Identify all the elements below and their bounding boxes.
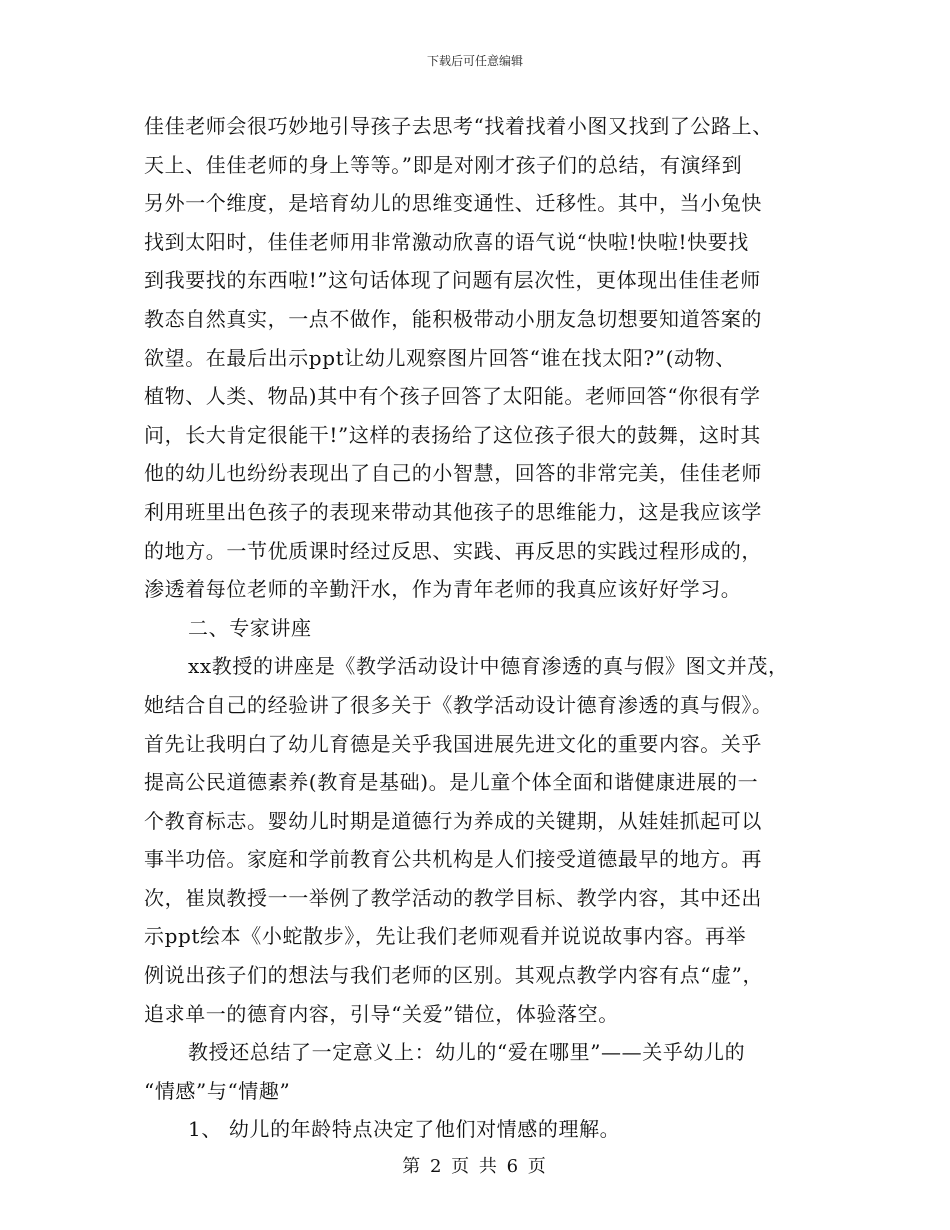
body-line: xx教授的讲座是《教学活动设计中德育渗透的真与假》图文并茂， xyxy=(188,654,789,679)
body-line: 利用班里出色孩子的表现来带动其他孩子的思维能力，这是我应该学 xyxy=(144,499,762,524)
numbered-item: 1、 幼儿的年龄特点决定了他们对情感的理解。 xyxy=(188,1117,621,1142)
body-line: 首先让我明白了幼儿育德是关乎我国进展先进文化的重要内容。关乎 xyxy=(144,731,762,756)
body-line: 示ppt绘本《小蛇散步》，先让我们老师观看并说说故事内容。再举 xyxy=(144,924,747,949)
body-line: 教授还总结了一定意义上：幼儿的“爱在哪里”——关乎幼儿的 xyxy=(188,1040,746,1065)
body-line: 的地方。一节优质课时经过反思、实践、再反思的实践过程形成的， xyxy=(144,538,762,563)
body-line: 找到太阳时，佳佳老师用非常激动欣喜的语气说“快啦!快啦!快要找 xyxy=(144,229,749,254)
body-line: 事半功倍。家庭和学前教育公共机构是人们接受道德最早的地方。再 xyxy=(144,847,762,872)
document-body xyxy=(144,107,810,1149)
body-line: 追求单一的德育内容，引导“关爱”错位，体验落空。 xyxy=(144,1001,619,1026)
body-line: 天上、佳佳老师的身上等等。”即是对刚才孩子们的总结，有演绎到 xyxy=(144,152,743,177)
body-line: 另外一个维度，是培育幼儿的思维变通性、迁移性。其中，当小兔快 xyxy=(144,191,762,216)
page-header: 下载后可任意编辑 xyxy=(426,54,523,68)
body-line: 次，崔岚教授一一举例了教学活动的教学目标、教学内容，其中还出 xyxy=(144,885,762,910)
body-line: 欲望。在最后出示ppt让幼儿观察图片回答“谁在找太阳?”(动物、 xyxy=(144,345,736,370)
body-line: 个教育标志。婴幼儿时期是道德行为养成的关键期，从娃娃抓起可以 xyxy=(144,808,762,833)
page-number-footer: 第 2 页 共 6 页 xyxy=(402,1156,548,1177)
body-line: 提高公民道德素养(教育是基础)。是儿童个体全面和谐健康进展的一 xyxy=(144,770,759,795)
body-line: 佳佳老师会很巧妙地引导孩子去思考“找着找着小图又找到了公路上、 xyxy=(144,114,773,138)
body-line: 教态自然真实，一点不做作，能积极带动小朋友急切想要知道答案的 xyxy=(144,306,762,331)
body-line: 他的幼儿也纷纷表现出了自己的小智慧，回答的非常完美，佳佳老师 xyxy=(144,461,762,486)
body-line: 植物、人类、物品)其中有个孩子回答了太阳能。老师回答“你很有学 xyxy=(144,384,761,409)
body-line: 渗透着每位老师的辛勤汗水，作为青年老师的我真应该好好学习。 xyxy=(144,577,742,602)
body-line: 问，长大肯定很能干!”这样的表扬给了这位孩子很大的鼓舞，这时其 xyxy=(144,422,761,447)
body-line: “情感”与“情趣” xyxy=(144,1078,291,1103)
body-line: 例说出孩子们的想法与我们老师的区别。其观点教学内容有点“虚”， xyxy=(144,963,764,988)
body-line: 她结合自己的经验讲了很多关于《教学活动设计德育渗透的真与假》。 xyxy=(144,692,773,717)
body-line: 到我要找的东西啦!”这句话体现了问题有层次性，更体现出佳佳老师 xyxy=(144,268,761,293)
section-heading: 二、专家讲座 xyxy=(188,615,312,640)
